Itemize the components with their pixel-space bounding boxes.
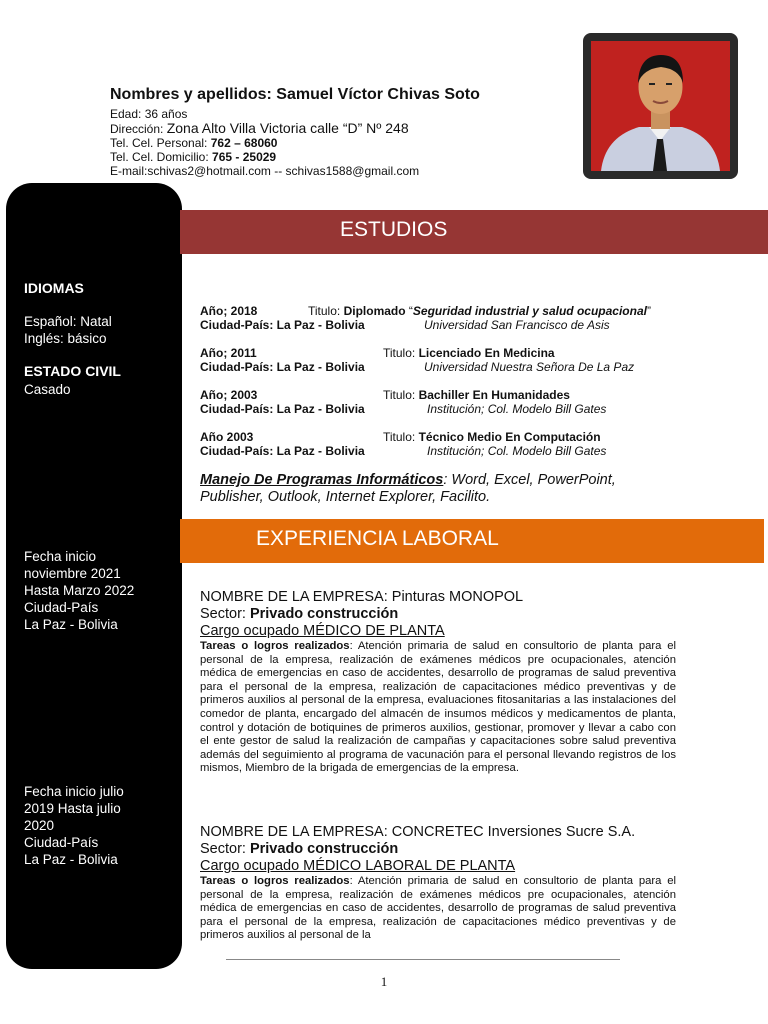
estado-civil-value: Casado bbox=[24, 382, 71, 397]
study-institution: Institución; Col. Modelo Bill Gates bbox=[427, 402, 607, 416]
job-sector: Sector: Privado construcción bbox=[200, 841, 399, 857]
job-cargo: Cargo ocupado MÉDICO LABORAL DE PLANTA bbox=[200, 858, 516, 874]
study-item: Año; 2003 bbox=[200, 388, 258, 402]
job-company: NOMBRE DE LA EMPRESA: CONCRETEC Inversiones Sucre S.A. bbox=[200, 824, 636, 840]
study-title: Titulo: Bachiller En Humanidades bbox=[383, 388, 570, 402]
job-tasks: Tareas o logros realizados: Atención primaria de salud en consultorio de planta para el personal de la empresa, realización de exámenes médicos pre ocupacionales, atención médica de emergencias en caso de accidentes, desarrollo de programas de salud preventiva para el personal de la empresa, realización de capacitaciones médico preventivas y de primeros auxilios al personal de la empresa, evaluaciones fitosanitarias a las instalaciones del comedor de planta, encargado del almacén de insumos médicos y medicamentos de planta, control y dotación de botiquines de primeros auxilios, gestionar, promover y llevar a cabo con el ente gestor de salud la realización de campañas y capacitaciones sobre salud preventiva además del seguimiento al programa de vacunación para el personal llevando registros de los mismos, Miembro de la brigada de emergencias de la empresa. bbox=[200, 640, 676, 775]
programs-skills: Manejo De Programas Informáticos: Word, Excel, PowerPoint, Publisher, Outlook, Internet Explorer, Facilito. bbox=[200, 472, 616, 505]
profile-photo bbox=[591, 41, 730, 171]
address: Dirección: Zona Alto Villa Victoria calle “D” Nº 248 bbox=[110, 120, 409, 136]
estado-civil-title: ESTADO CIVIL bbox=[24, 363, 121, 379]
study-title: Titulo: Técnico Medio En Computación bbox=[383, 430, 601, 444]
study-title: Titulo: Diplomado “Seguridad industrial y salud ocupacional” bbox=[308, 304, 651, 318]
study-item: Año; 2011 bbox=[200, 346, 257, 360]
candidate-name: Nombres y apellidos: Samuel Víctor Chivas Soto bbox=[110, 86, 480, 103]
email: E-mail:schivas2@hotmail.com -- schivas1588@gmail.com bbox=[110, 164, 420, 178]
study-city: Ciudad-País: La Paz - Bolivia bbox=[200, 444, 365, 458]
job-sector: Sector: Privado construcción bbox=[200, 606, 399, 622]
study-city: Ciudad-País: La Paz - Bolivia bbox=[200, 360, 365, 374]
study-institution: Institución; Col. Modelo Bill Gates bbox=[427, 444, 607, 458]
study-item: Año; 2018 bbox=[200, 304, 258, 318]
job-cargo: Cargo ocupado MÉDICO DE PLANTA bbox=[200, 623, 445, 639]
estudios-header bbox=[180, 210, 768, 254]
phone-personal: Tel. Cel. Personal: 762 – 68060 bbox=[110, 136, 278, 150]
job1-dates: Fecha inicio noviembre 2021 Hasta Marzo 2022 Ciudad-País La Paz - Bolivia bbox=[24, 549, 135, 632]
job2-dates: Fecha inicio julio 2019 Hasta julio 2020 Ciudad-País La Paz - Bolivia bbox=[24, 784, 124, 867]
job-tasks: Tareas o logros realizados: Atención primaria de salud en consultorio de planta para el personal de la empresa, realización de exámenes médicos pre ocupacionales, atención médica de emergencias en caso de accidentes, desarrollo de programas de salud preventiva para el personal de la empresa, realización de capacitaciones médico preventivas y de primeros auxilios al personal de la bbox=[200, 875, 676, 942]
study-city: Ciudad-País: La Paz - Bolivia bbox=[200, 402, 365, 416]
idiomas-title: IDIOMAS bbox=[24, 280, 84, 296]
page-number: 1 bbox=[380, 974, 388, 989]
job-company: NOMBRE DE LA EMPRESA: Pinturas MONOPOL bbox=[200, 589, 524, 605]
study-item: Año 2003 bbox=[200, 430, 254, 444]
estudios-title: ESTUDIOS bbox=[340, 218, 448, 241]
study-institution: Universidad Nuestra Señora De La Paz bbox=[424, 360, 635, 374]
idioma-item: Inglés: básico bbox=[24, 331, 107, 346]
page-divider bbox=[226, 959, 620, 960]
idioma-item: Español: Natal bbox=[24, 314, 112, 329]
experiencia-header bbox=[180, 519, 764, 563]
experiencia-title: EXPERIENCIA LABORAL bbox=[256, 527, 499, 550]
study-institution: Universidad San Francisco de Asis bbox=[424, 318, 610, 332]
phone-home: Tel. Cel. Domicilio: 765 - 25029 bbox=[110, 150, 277, 164]
age: Edad: 36 años bbox=[110, 107, 188, 121]
profile-photo-frame bbox=[583, 33, 738, 179]
study-city: Ciudad-País: La Paz - Bolivia bbox=[200, 318, 365, 332]
study-title: Titulo: Licenciado En Medicina bbox=[383, 346, 555, 360]
person-portrait-icon bbox=[591, 41, 730, 171]
